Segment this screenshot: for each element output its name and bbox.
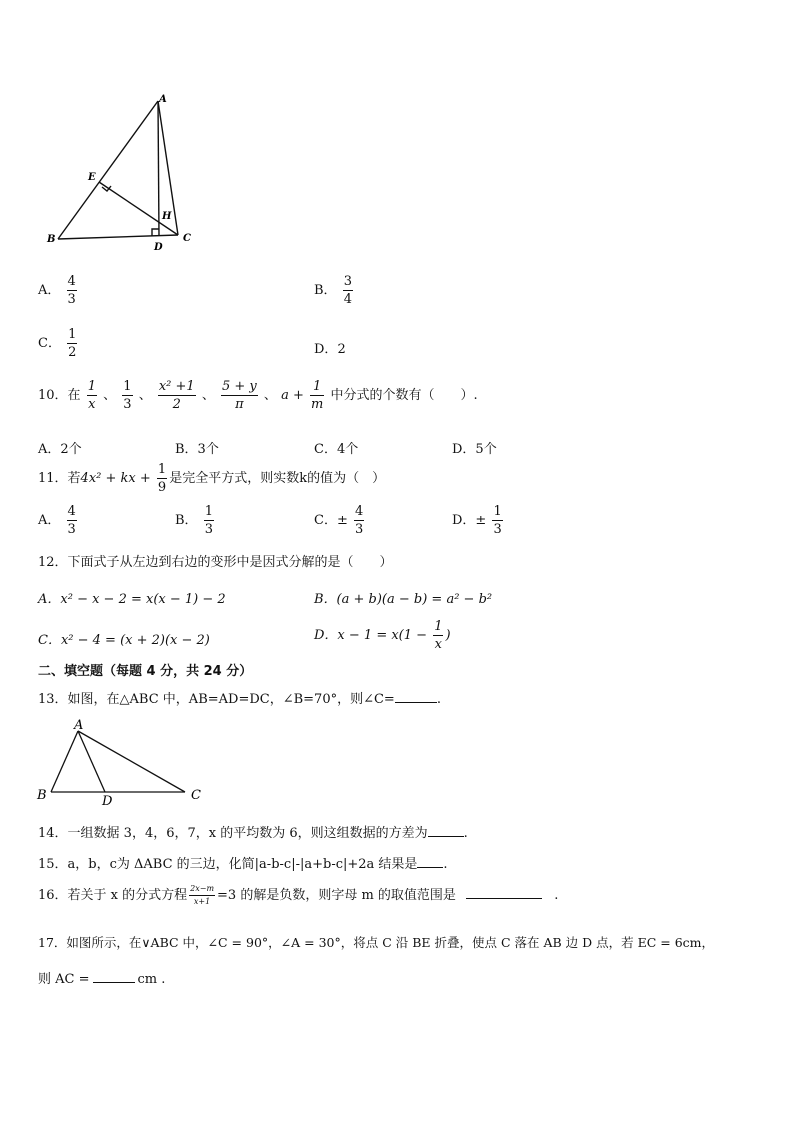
label-C: C xyxy=(191,788,201,803)
q17-answer-blank[interactable] xyxy=(93,970,135,983)
q11-option-b: B． $\frac{1}{3}$ xyxy=(175,504,213,537)
q14-answer-blank[interactable] xyxy=(428,824,464,837)
q9-option-a: A． $\frac{4}{3}$ xyxy=(38,274,76,307)
label-A: A xyxy=(74,718,84,733)
q11-stem: 11．若4x² + kx + $\frac{1}{9}$ 是完全平方式，则实数k的值为（ ） xyxy=(38,462,386,495)
section-heading-fill-blank: 二、填空题（每题 4 分，共 24 分） xyxy=(38,664,253,679)
figure-triangle-abd xyxy=(35,715,210,810)
q17-stem-line2: 则 AC = cm . xyxy=(38,972,166,987)
q11-option-a: A． $\frac{4}{3}$ xyxy=(38,504,76,537)
q9-option-c: C． $\frac{1}{2}$ xyxy=(38,327,77,360)
q17-stem-line1: 17．如图所示，在∨ABC 中，∠C = 90°，∠A = 30°，将点 C 沿 BE 折叠，使点 C 落在 AB 边 D 点，若 EC = 6cm， xyxy=(38,935,715,950)
q10-option-c: C．4个 xyxy=(314,442,359,457)
q12-option-c: C．x² − 4 = (x + 2)(x − 2) xyxy=(38,633,210,648)
label-B: B xyxy=(47,234,56,245)
label-D: D xyxy=(102,794,113,809)
q10-option-a: A．2个 xyxy=(38,442,82,457)
q12-stem: 12．下面式子从左边到右边的变形中是因式分解的是（ ） xyxy=(38,555,393,570)
q13-answer-blank[interactable] xyxy=(395,690,437,703)
q13-stem: 13．如图，在△ABC 中，AB=AD=DC，∠B=70°，则∠C= . xyxy=(38,692,441,707)
q11-option-c: C．± $\frac{4}{3}$ xyxy=(314,504,364,537)
q10-option-d: D．5个 xyxy=(452,442,497,457)
q12-option-d: D．x − 1 = x(1 − $\frac{1}{x}$ ) xyxy=(314,619,451,652)
label-E: E xyxy=(88,172,96,183)
label-C: C xyxy=(183,233,191,244)
q16-answer-blank[interactable] xyxy=(466,886,542,899)
q16-stem: 16．若关于 x 的分式方程 $\frac{2x-m}{x+1}$ =3 的解是负数，则字母 m 的取值范围是 . xyxy=(38,884,559,906)
figure-triangle-altitudes xyxy=(40,90,200,250)
q9-option-d: D．2 xyxy=(314,342,346,357)
q9-option-b: B． $\frac{3}{4}$ xyxy=(314,274,352,307)
q15-answer-blank[interactable] xyxy=(417,855,443,868)
label-B: B xyxy=(37,788,47,803)
q10-option-b: B．3个 xyxy=(175,442,219,457)
label-H: H xyxy=(162,211,172,222)
q11-option-d: D．± $\frac{1}{3}$ xyxy=(452,504,502,537)
q12-option-a: A．x² − x − 2 = x(x − 1) − 2 xyxy=(38,592,226,607)
q15-stem: 15．a，b，c为 ΔABC 的三边，化简|a-b-c|-|a+b-c|+2a 结果是 . xyxy=(38,857,448,872)
q14-stem: 14．一组数据 3，4，6，7，x 的平均数为 6，则这组数据的方差为 . xyxy=(38,826,468,841)
q10-stem: 10．在 $\frac{1}{x}$ 、 $\frac{1}{3}$ 、 $\frac{\text{x² +1}}{2}$ 、 $\frac{5 + y}{\pi}$ 、 a + $\frac{1}{m}$ 中分式的个数有（ ）. xyxy=(38,379,478,412)
q12-option-b: B．(a + b)(a − b) = a² − b² xyxy=(314,592,493,607)
label-D: D xyxy=(154,242,163,250)
label-A: A xyxy=(159,94,167,105)
